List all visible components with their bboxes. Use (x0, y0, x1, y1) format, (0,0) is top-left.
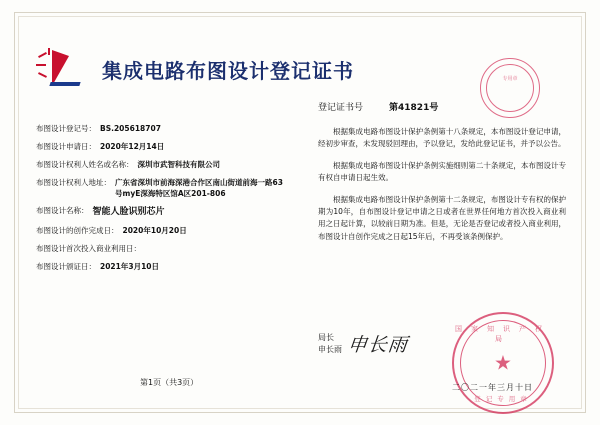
signature-block (318, 330, 408, 357)
field-rights-holder: 布图设计权利人姓名或名称： 深圳市武智科技有限公司 (36, 159, 220, 169)
legal-paragraph-1: 根据集成电路布图设计保护条例第十八条规定，本布图设计登记申请，经初步审查，未发现驳回理由，予以登记，发给此登记证书，并予以公告。 (318, 127, 566, 149)
field-creation-date: 布图设计的创作完成日： 2020年10月20日 (36, 226, 187, 236)
national-ip-administration-seal (452, 312, 554, 414)
field-layout-design-name: 布图设计名称： 智能人脸识别芯片 (36, 206, 165, 218)
field-issue-date: 布图设计颁证日： 2021年3月10日 (36, 262, 160, 272)
handwritten-signature: 申长雨 (346, 334, 410, 356)
seal-arc-top-text: 国家知识产权局 (455, 325, 551, 343)
field-list (36, 124, 284, 280)
field-rights-holder-address: 布图设计权利人地址： 广东省深圳市前海深港合作区南山街道前海一路63号myE深海特区馆A区201-806 (36, 177, 283, 198)
registration-number-row (318, 100, 438, 113)
signature-labels (318, 332, 342, 356)
field-first-commercial-use-date: 布图设计首次投入商业利用日： (36, 244, 141, 254)
title-row (36, 46, 354, 92)
legal-text-block (318, 126, 566, 252)
ic-layout-registration-logo (36, 46, 96, 92)
page-footer: 第1页（共3页） (140, 378, 199, 387)
seal-star-icon: ★ (494, 350, 512, 375)
legal-paragraph-2: 根据集成电路布图设计保护条例实施细则第二十条规定，本布图设计专有权自申请日起生效。 (318, 160, 566, 183)
registration-number-label: 登记证书号 (318, 103, 364, 113)
registration-number-value: 第41821号 (389, 103, 439, 113)
issue-date-text: 二〇二一年三月十日 (452, 383, 533, 392)
red-approval-seal-small (480, 58, 540, 118)
seal-arc-bottom-text: 登记专用章 (474, 395, 532, 403)
signature-title: 局长 (318, 332, 334, 342)
seal-small-text: 专用章 (502, 76, 518, 82)
legal-paragraph-3: 根据集成电路布图设计保护条例第十二条规定，布图设计专有权的保护期为10年，自布图设计登记申请之日或者在世界任何地方首次投入商业利用之日起计算，以较前日期为准。但是，无论是否登记或者投入商业利用，布图设计自创作完成之日起15年后，不再受该条例保护。 (318, 194, 566, 241)
field-registration-id: 布图设计登记号： BS.205618707 (36, 124, 161, 133)
signature-name: 申长雨 (318, 344, 342, 354)
field-application-date: 布图设计申请日： 2020年12月14日 (36, 141, 165, 151)
page-title: 集成电路布图设计登记证书 (102, 58, 354, 83)
